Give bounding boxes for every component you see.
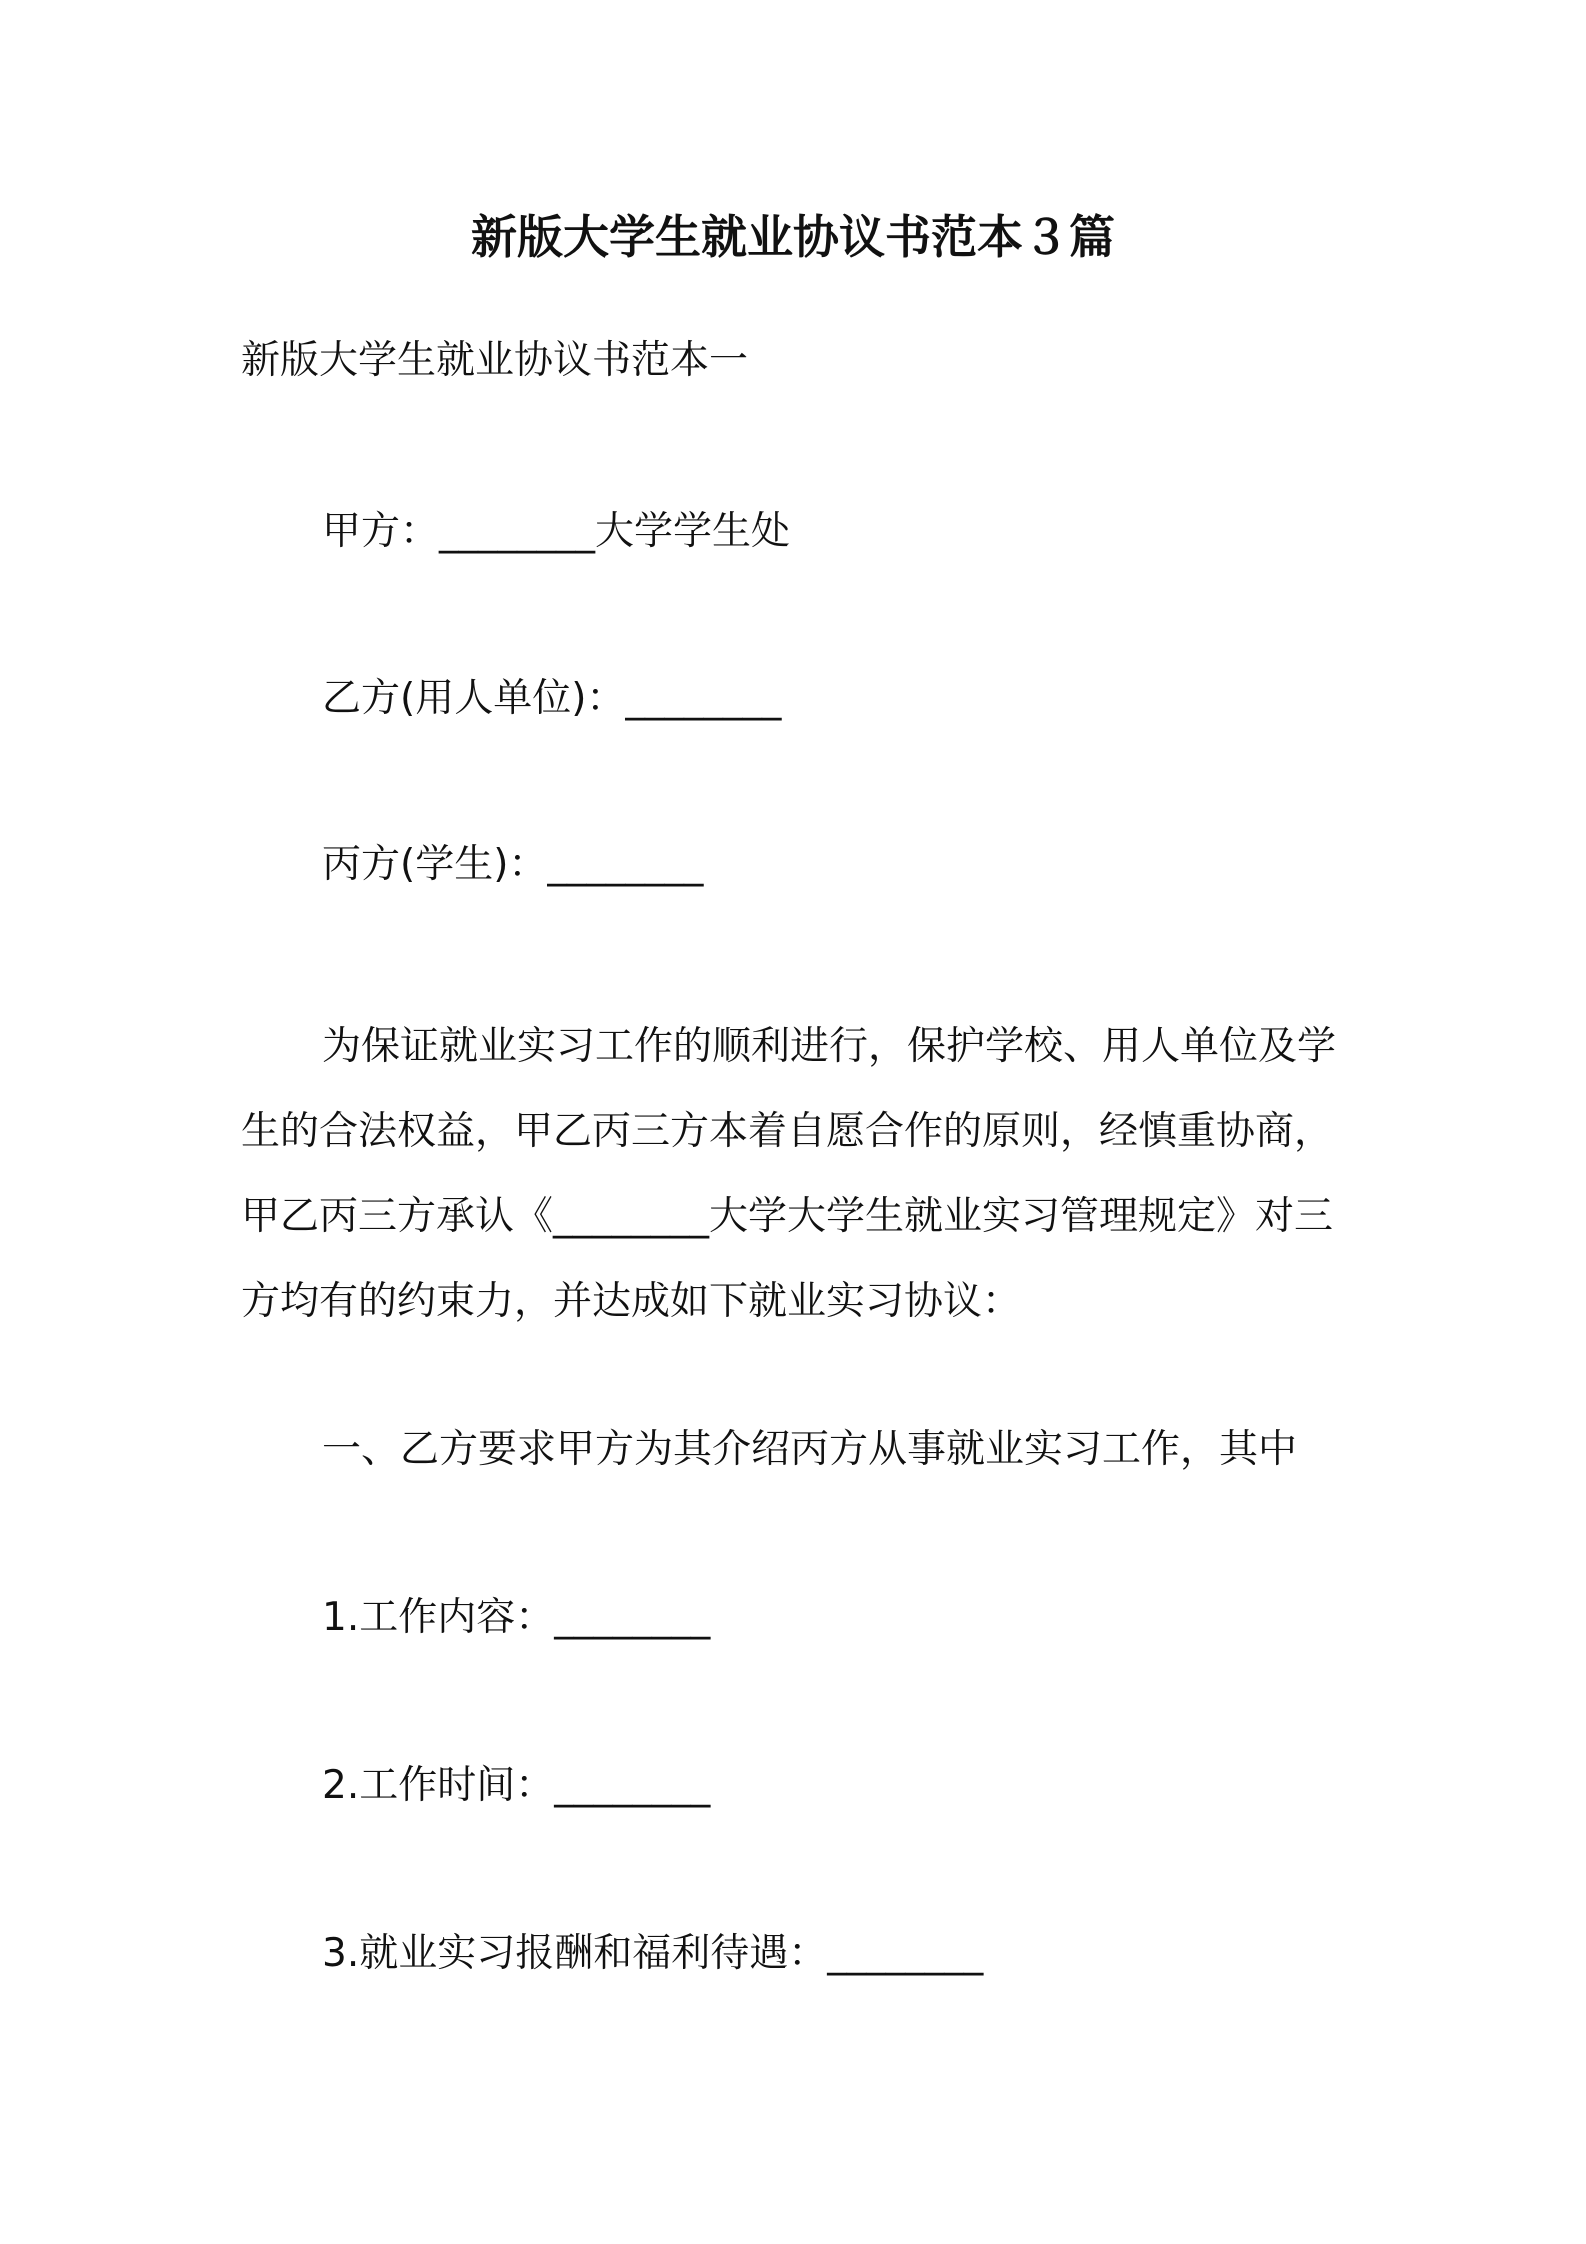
intro-paragraph [241, 1004, 1362, 1344]
clause-one: 一、乙方要求甲方为其介绍丙方从事就业实习工作，其中 [322, 1427, 1298, 1472]
intro-line-1: 为保证就业实习工作的顺利进行，保护学校、用人单位及学 [322, 1024, 1337, 1069]
item-work-content: 1.工作内容：________ [322, 1595, 711, 1640]
section-heading: 新版大学生就业协议书范本一 [241, 338, 749, 383]
item-pay-benefits: 3.就业实习报酬和福利待遇：________ [322, 1931, 984, 1976]
party-a-line: 甲方：________大学学生处 [322, 509, 791, 554]
intro-line-2: 生的合法权益，甲乙丙三方本着自愿合作的原则，经慎重协商， [241, 1109, 1334, 1154]
document-title: 新版大学生就业协议书范本３篇 [471, 210, 1115, 264]
party-b-line: 乙方(用人单位)：________ [322, 676, 782, 721]
intro-line-3: 甲乙丙三方承认《________大学大学生就业实习管理规定》对三 [241, 1194, 1334, 1239]
item-work-time: 2.工作时间：________ [322, 1763, 711, 1808]
party-c-line: 丙方(学生)：________ [322, 842, 704, 887]
intro-line-4: 方均有的约束力，并达成如下就业实习协议： [241, 1279, 1022, 1324]
